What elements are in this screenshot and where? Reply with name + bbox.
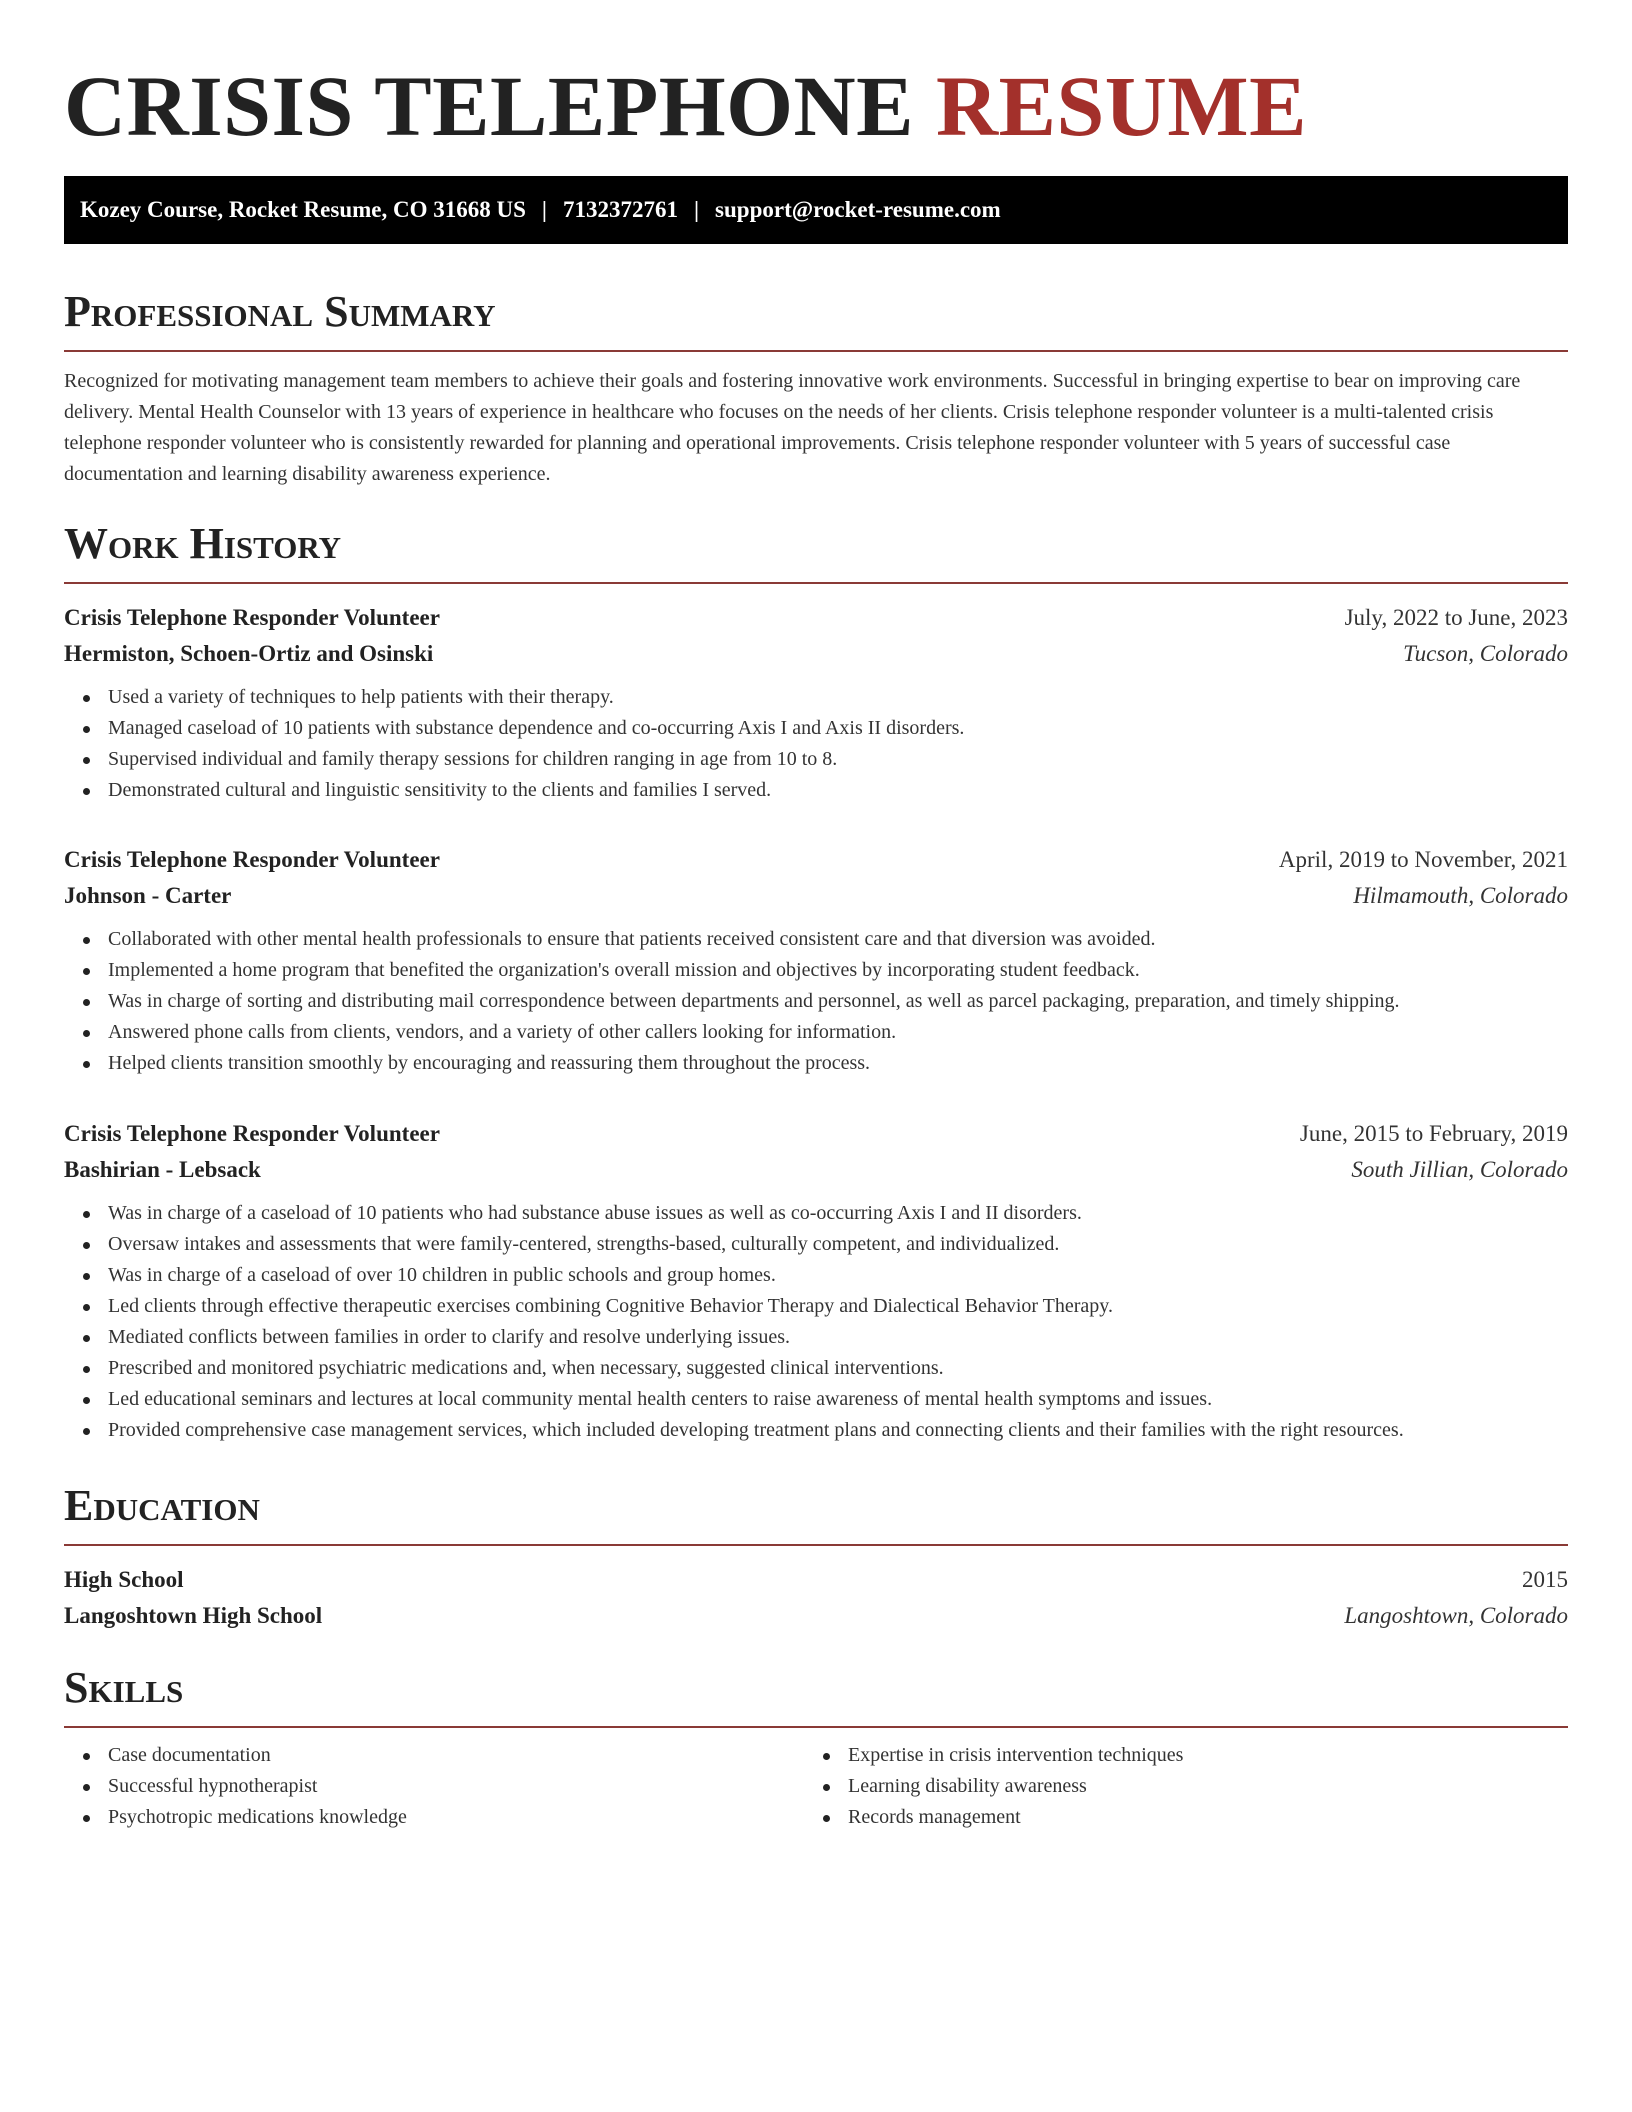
- job-location: Tucson, Colorado: [1403, 641, 1568, 666]
- contact-bar: [64, 176, 1568, 244]
- job-company: Bashirian - Lebsack: [64, 1157, 261, 1182]
- bullet-item: Used a variety of techniques to help patients with their therapy.: [64, 682, 1568, 713]
- bullet-item: Collaborated with other mental health professionals to ensure that patients received consistent care and that diversion was avoided.: [64, 924, 1568, 955]
- education-entry: [64, 1562, 1568, 1634]
- job-location: Hilmamouth, Colorado: [1353, 883, 1568, 908]
- job-title: Crisis Telephone Responder Volunteer: [64, 1121, 440, 1146]
- bullet-item: Provided comprehensive case management services, which included developing treatment plans and connecting clients and their families with the right resources.: [64, 1415, 1568, 1446]
- job-location: South Jillian, Colorado: [1351, 1157, 1568, 1182]
- bullet-item: Led educational seminars and lectures at local community mental health centers to raise awareness of mental health symptoms and issues.: [64, 1384, 1568, 1415]
- job-company: Hermiston, Schoen-Ortiz and Osinski: [64, 641, 434, 666]
- job-entry: [64, 1116, 1568, 1446]
- skill-item: Psychotropic medications knowledge: [64, 1802, 804, 1833]
- work-history-heading: Work History: [64, 516, 1568, 584]
- summary-heading: Professional Summary: [64, 284, 1568, 352]
- bullet-item: Supervised individual and family therapy sessions for children ranging in age from 10 to 8.: [64, 744, 1568, 775]
- bullet-item: Was in charge of a caseload of 10 patients who had substance abuse issues as well as co-occurring Axis I and II disorders.: [64, 1198, 1568, 1229]
- bullet-item: Helped clients transition smoothly by encouraging and reassuring them throughout the process.: [64, 1048, 1568, 1079]
- bullet-item: Answered phone calls from clients, vendors, and a variety of other callers looking for information.: [64, 1017, 1568, 1048]
- education-year: 2015: [1522, 1567, 1568, 1592]
- resume-title: [64, 56, 1307, 156]
- job-title: Crisis Telephone Responder Volunteer: [64, 605, 440, 630]
- skill-item: Learning disability awareness: [804, 1771, 1544, 1802]
- bullet-item: Prescribed and monitored psychiatric medications and, when necessary, suggested clinical interventions.: [64, 1353, 1568, 1384]
- bullet-item: Was in charge of a caseload of over 10 children in public schools and group homes.: [64, 1260, 1568, 1291]
- contact-address: Kozey Course, Rocket Resume, CO 31668 US: [80, 197, 526, 222]
- skill-item: Expertise in crisis intervention techniques: [804, 1740, 1544, 1771]
- education-location: Langoshtown, Colorado: [1344, 1603, 1568, 1628]
- job-company: Johnson - Carter: [64, 883, 232, 908]
- skills-column-right: [804, 1740, 1544, 1833]
- skills-heading: Skills: [64, 1660, 1568, 1728]
- bullet-item: Oversaw intakes and assessments that were family-centered, strengths-based, culturally competent, and individualized.: [64, 1229, 1568, 1260]
- title-main: CRISIS TELEPHONE: [64, 58, 914, 154]
- job-dates: July, 2022 to June, 2023: [1344, 605, 1568, 630]
- job-bullets: [64, 1198, 1568, 1446]
- education-school: Langoshtown High School: [64, 1603, 323, 1628]
- job-entry: [64, 842, 1568, 1079]
- title-accent: RESUME: [936, 58, 1307, 154]
- bullet-item: Mediated conflicts between families in order to clarify and resolve underlying issues.: [64, 1322, 1568, 1353]
- education-heading: Education: [64, 1478, 1568, 1546]
- bullet-item: Implemented a home program that benefited the organization's overall mission and objectives by incorporating student feedback.: [64, 955, 1568, 986]
- contact-separator: |: [541, 197, 547, 222]
- skill-item: Case documentation: [64, 1740, 804, 1771]
- job-bullets: [64, 924, 1568, 1079]
- bullet-item: Managed caseload of 10 patients with substance dependence and co-occurring Axis I and Axis II disorders.: [64, 713, 1568, 744]
- education-degree: High School: [64, 1567, 184, 1592]
- skills-column-left: [64, 1740, 804, 1833]
- contact-phone[interactable]: 7132372761: [562, 197, 678, 222]
- bullet-item: Demonstrated cultural and linguistic sensitivity to the clients and families I served.: [64, 775, 1568, 806]
- skill-item: Successful hypnotherapist: [64, 1771, 804, 1802]
- job-dates: April, 2019 to November, 2021: [1278, 847, 1568, 872]
- job-dates: June, 2015 to February, 2019: [1299, 1121, 1568, 1146]
- job-bullets: [64, 682, 1568, 806]
- skills-list: [64, 1740, 1568, 1833]
- bullet-item: Led clients through effective therapeutic exercises combining Cognitive Behavior Therapy and Dialectical Behavior Therapy.: [64, 1291, 1568, 1322]
- bullet-item: Was in charge of sorting and distributing mail correspondence between departments and personnel, as well as parcel packaging, preparation, and timely shipping.: [64, 986, 1568, 1017]
- skill-item: Records management: [804, 1802, 1544, 1833]
- summary-text: Recognized for motivating management team members to achieve their goals and fostering innovative work environments. Successful in bringing expertise to bear on improving care delivery. Mental Health Counselor with 13 years of experience in healthcare who focuses on the needs of her clients. Crisis telephone responder volunteer is a multi-talented crisis telephone responder volunteer who is consistently rewarded for planning and operational improvements. Crisis telephone responder volunteer with 5 years of successful case documentation and learning disability awareness experience.: [64, 370, 1521, 485]
- contact-separator: |: [693, 197, 700, 222]
- job-title: Crisis Telephone Responder Volunteer: [64, 847, 440, 872]
- contact-email[interactable]: support@rocket-resume.com: [715, 197, 1001, 222]
- job-entry: [64, 600, 1568, 806]
